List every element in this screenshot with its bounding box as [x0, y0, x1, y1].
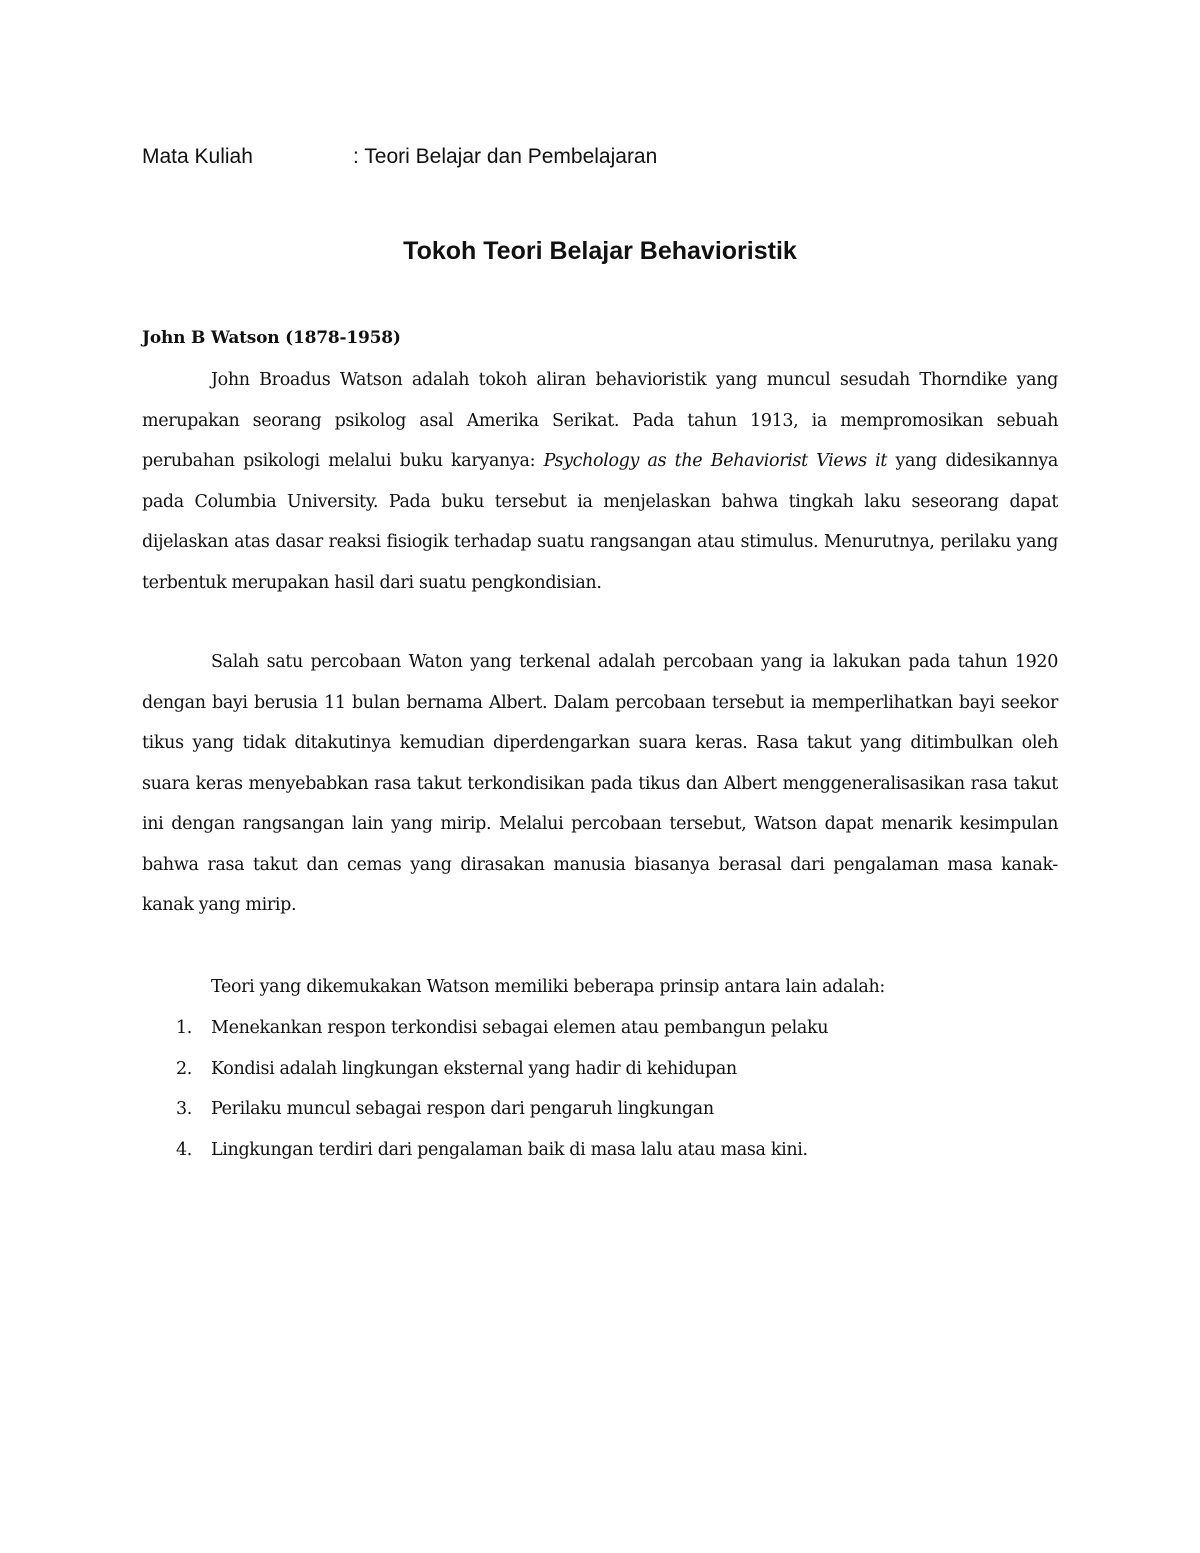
list-item — [142, 1049, 1058, 1090]
principles-list — [142, 1008, 1058, 1170]
book-title: Psychology as the Behaviorist Views it — [543, 451, 888, 471]
list-item-text: Lingkungan terdiri dari pengalaman baik di masa lalu atau masa kini. — [211, 1139, 808, 1160]
paragraph-text: John Broadus Watson adalah tokoh aliran behavioristik yang muncul sesudah Thorndike yang merupakan seorang psikolog asal Amerika Serikat. Pada tahun 1913, ia mempromosikan sebuah perubahan psikologi melalui buku karyanya: — [142, 370, 1058, 471]
list-item — [142, 1008, 1058, 1049]
list-item-text: Kondisi adalah lingkungan eksternal yang hadir di kehidupan — [211, 1058, 737, 1079]
course-value: : Teori Belajar dan Pembelajaran — [353, 145, 658, 168]
section-heading: John B Watson (1878-1958) — [142, 328, 401, 348]
course-label: Mata Kuliah — [142, 145, 253, 168]
list-item-text: Perilaku muncul sebagai respon dari pengaruh lingkungan — [211, 1099, 714, 1119]
paragraph-watson-intro — [142, 360, 1058, 603]
list-item — [142, 1130, 1058, 1171]
paragraph-principles-intro: Teori yang dikemukakan Watson memiliki beberapa prinsip antara lain adalah: — [211, 977, 885, 997]
list-item-text: Menekankan respon terkondisi sebagai elemen atau pembangun pelaku — [211, 1018, 829, 1038]
list-number: 4. — [176, 1139, 192, 1160]
course-line — [142, 144, 657, 170]
document-title: Tokoh Teori Belajar Behavioristik — [403, 237, 797, 265]
list-number: 2. — [176, 1058, 192, 1079]
list-number: 1. — [176, 1018, 192, 1038]
paragraph-text: yang didesikannya pada Columbia University. Pada buku tersebut ia menjelaskan bahwa tingkah laku seseorang dapat dijelaskan atas dasar reaksi fisiogik terhadap suatu rangsangan atau stimulus. Menurutnya, perilaku yang terbentuk merupakan hasil dari suatu pengkondisian. — [142, 451, 1058, 593]
list-number: 3. — [176, 1099, 192, 1119]
paragraph-albert-experiment: Salah satu percobaan Waton yang terkenal adalah percobaan yang ia lakukan pada tahun 1920 dengan bayi berusia 11 bulan bernama Albert. Dalam percobaan tersebut ia memperlihatkan bayi seekor tikus yang tidak ditakutinya kemudian diperdengarkan suara keras. Rasa takut yang ditimbulkan oleh suara keras menyebabkan rasa takut terkondisikan pada tikus dan Albert menggeneralisasikan rasa takut ini dengan rangsangan lain yang mirip. Melalui percobaan tersebut, Watson dapat menarik kesimpulan bahwa rasa takut dan cemas yang dirasakan manusia biasanya berasal dari pengalaman masa kanak-kanak yang mirip. — [142, 652, 1058, 915]
list-item — [142, 1089, 1058, 1130]
